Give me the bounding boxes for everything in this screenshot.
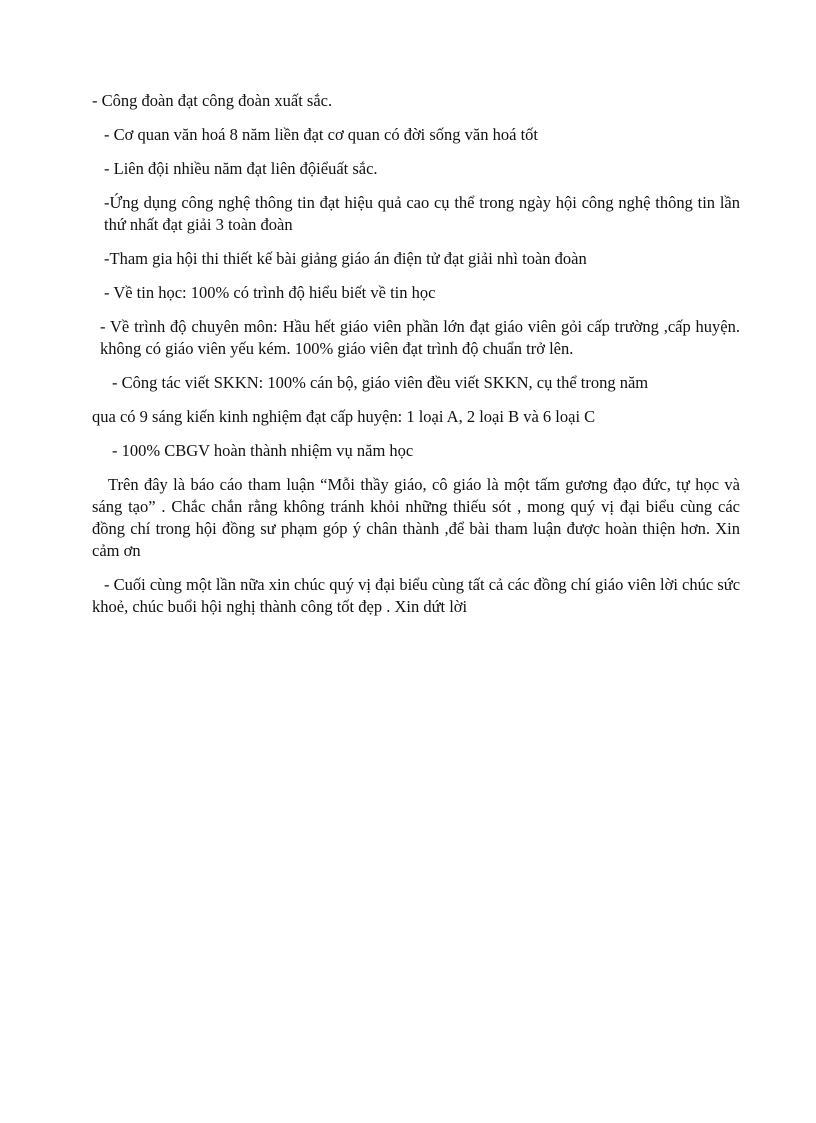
paragraph-youth-league: - Liên đội nhiều năm đạt liên độiểuất sắc. [104,159,378,178]
document-page [92,90,740,630]
paragraph-union: - Công đoàn đạt công đoàn xuất sắc. [92,91,333,110]
paragraph-task-completion: - 100% CBGV hoàn thành nhiệm vụ năm học [112,441,414,460]
paragraph-conclusion: Trên đây là báo cáo tham luận “Mỗi thầy giáo, cô giáo là một tấm gương đạo đức, tự học và sáng tạo” . Chắc chắn rằng không tránh khỏi những thiếu sót , mong quý vị đại biểu cùng các đồng chí trong hội đồng sư phạm góp ý chân thành ,để bài tham luận được hoàn thiện hơn. Xin cảm ơn [92,475,740,560]
paragraph-skkn-result: qua có 9 sáng kiến kinh nghiệm đạt cấp huyện: 1 loại A, 2 loại B và 6 loại C [92,407,596,426]
paragraph-it-skills: - Về tin học: 100% có trình độ hiểu biết về tin học [104,283,436,302]
paragraph-closing: - Cuối cùng một lần nữa xin chúc quý vị đại biểu cùng tất cả các đồng chí giáo viên lời chúc sức khoẻ, chúc buổi hội nghị thành công tốt đẹp . Xin dứt lời [92,575,741,616]
paragraph-culture-agency: - Cơ quan văn hoá 8 năm liền đạt cơ quan có đời sống văn hoá tốt [104,125,538,144]
paragraph-it-application: -Ứng dụng công nghệ thông tin đạt hiệu quả cao cụ thể trong ngày hội công nghệ thông tin lần thứ nhất đạt giải 3 toàn đoàn [104,193,740,234]
paragraph-e-lesson-contest: -Tham gia hội thi thiết kế bài giảng giáo án điện tử đạt giải nhì toàn đoàn [104,249,587,268]
paragraph-professional-level: - Về trình độ chuyên môn: Hầu hết giáo viên phần lớn đạt giáo viên gỏi cấp trường ,cấp huyện. không có giáo viên yếu kém. 100% giáo viên đạt trình độ chuẩn trở lên. [100,317,740,358]
paragraph-skkn-writing: - Công tác viết SKKN: 100% cán bộ, giáo viên đều viết SKKN, cụ thể trong năm [112,373,649,392]
